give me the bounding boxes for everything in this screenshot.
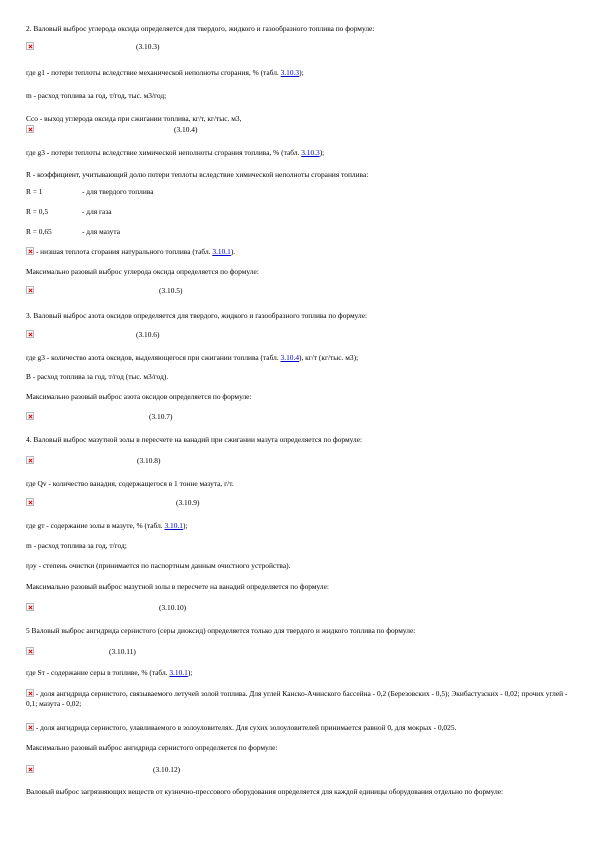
broken-image-icon xyxy=(26,765,34,773)
text: ); xyxy=(299,68,304,77)
broken-image-icon xyxy=(26,42,34,50)
equation-number: (3.10.11) xyxy=(109,647,136,656)
paragraph xyxy=(26,723,571,733)
table-link[interactable]: 3.10.1 xyxy=(169,668,188,677)
paragraph xyxy=(26,521,571,531)
broken-image-icon xyxy=(26,603,34,611)
table-link[interactable]: 3.10.1 xyxy=(212,247,231,256)
text: где gт - содержание золы в мазуте, % (табл. xyxy=(26,521,165,530)
paragraph xyxy=(26,68,571,78)
formula-row xyxy=(26,42,571,52)
paragraph: ηэу - степень очистки (принимается по паспортным данным очистного устройства). xyxy=(26,561,291,570)
text: где g3 - потери теплоты вследствие химической неполноты сгорания топлива, % (табл. xyxy=(26,148,302,157)
text: - для газа xyxy=(82,207,112,216)
equation-number: (3.10.8) xyxy=(137,456,161,465)
broken-image-icon xyxy=(26,412,34,420)
table-link[interactable]: 3.10.3 xyxy=(301,148,320,157)
text: ), кг/т (кг/тыс. м3); xyxy=(299,353,359,362)
text: ); xyxy=(182,521,188,530)
equation-number: (3.10.4) xyxy=(174,125,198,134)
paragraph: Максимально разовый выброс азота оксидов определяется по формуле: xyxy=(26,392,252,401)
text: - для твердого топлива xyxy=(82,187,154,196)
paragraph: 5 Валовый выброс ангидрида сернистого (серы диоксид) определяется только для твердого и жидкого топлива по формуле: xyxy=(26,626,416,635)
formula-row xyxy=(26,330,571,340)
paragraph: где Qv - количество ванадия, содержащегося в 1 тонне мазута, г/т. xyxy=(26,479,234,488)
text: - доля ангидрида сернистого, улавливаемого в золоуловителях. Для сухих золоуловителей принимается равной 0, для мокрых - 0,025. xyxy=(34,723,457,732)
paragraph xyxy=(26,353,571,363)
broken-image-icon xyxy=(26,689,34,697)
formula-row xyxy=(26,498,571,508)
paragraph xyxy=(26,668,571,678)
paragraph: m - расход топлива за год, т/год, тыс. м3/год; xyxy=(26,91,167,100)
coefficient-row xyxy=(26,207,571,217)
text: R = 1 xyxy=(26,187,43,196)
text: - низшая теплота сгорания натурального топлива (табл. xyxy=(34,247,213,256)
equation-number: (3.10.7) xyxy=(149,412,173,421)
formula-row xyxy=(26,125,571,135)
coefficient-row xyxy=(26,227,571,237)
paragraph: 3. Валовый выброс азота оксидов определяется для твердого, жидкого и газообразного топлива по формуле: xyxy=(26,311,368,320)
table-link[interactable]: 3.10.4 xyxy=(280,353,300,362)
text: R = 0,65 xyxy=(26,227,52,236)
formula-row xyxy=(26,603,571,613)
equation-number: (3.10.6) xyxy=(136,330,160,339)
text: где g1 - потери теплоты вследствие механической неполноты сгорания, % (табл. xyxy=(26,68,281,77)
broken-image-icon xyxy=(26,247,34,255)
paragraph: 4. Валовый выброс мазутной золы в пересчете на ванадий при сжигании мазута определяется по формуле: xyxy=(26,435,363,444)
table-link[interactable]: 3.10.3 xyxy=(280,68,300,77)
coefficient-row xyxy=(26,187,571,197)
equation-number: (3.10.3) xyxy=(136,42,160,51)
broken-image-icon xyxy=(26,330,34,338)
text: - доля ангидрида сернистого, связываемого летучей золой топлива. Для углей Канско-Ачинского бассейна - 0,2 (Березовских - 0,5); Экибастузских - 0,02; прочих углей - 0,1; мазута - 0,02; xyxy=(26,689,568,708)
paragraph: Максимально разовый выброс углерода оксида определяется по формуле: xyxy=(26,267,259,276)
text: ). xyxy=(230,247,236,256)
paragraph: Валовый выброс загрязняющих веществ от кузнечно-прессового оборудования определяется для каждой единицы оборудования отдельно по формуле: xyxy=(26,787,504,796)
paragraph: В - расход топлива за год, т/год (тыс. м3/год). xyxy=(26,372,169,381)
table-link[interactable]: 3.10.1 xyxy=(164,521,183,530)
text: где g3 - количество азота оксидов, выделяющегося при сжигании топлива (табл. xyxy=(26,353,281,362)
broken-image-icon xyxy=(26,498,34,506)
text: R = 0,5 xyxy=(26,207,49,216)
paragraph: R - коэффициент, учитывающий долю потери теплоты вследствие химической неполноты сгорания топлива: xyxy=(26,170,369,179)
formula-row xyxy=(26,412,571,422)
paragraph: 2. Валовый выброс углерода оксида определяется для твердого, жидкого и газообразного топлива по формуле: xyxy=(26,24,375,33)
equation-number: (3.10.5) xyxy=(159,286,183,295)
paragraph: m - расход топлива за год, т/год; xyxy=(26,541,127,550)
paragraph xyxy=(26,247,571,257)
paragraph: Максимально разовый выброс мазутной золы в пересчете на ванадий определяется по формуле: xyxy=(26,582,329,591)
text: - для мазута xyxy=(82,227,120,236)
formula-row xyxy=(26,286,571,296)
formula-row xyxy=(26,765,571,775)
text: ); xyxy=(187,668,193,677)
equation-number: (3.10.10) xyxy=(159,603,187,612)
paragraph xyxy=(26,689,571,709)
equation-number: (3.10.12) xyxy=(153,765,181,774)
formula-row xyxy=(26,456,571,466)
broken-image-icon xyxy=(26,125,34,133)
broken-image-icon xyxy=(26,647,34,655)
paragraph: Максимально разовый выброс ангидрида сернистого определяется по формуле: xyxy=(26,743,278,752)
broken-image-icon xyxy=(26,286,34,294)
text: ); xyxy=(319,148,325,157)
broken-image-icon xyxy=(26,723,34,731)
paragraph: Ссо - выход углерода оксида при сжигании топлива, кг/т, кг/тыс. м3, xyxy=(26,114,242,123)
paragraph xyxy=(26,148,571,158)
broken-image-icon xyxy=(26,456,34,464)
equation-number: (3.10.9) xyxy=(176,498,200,507)
text: где Sт - содержание серы в топливе, % (табл. xyxy=(26,668,170,677)
formula-row xyxy=(26,647,571,657)
